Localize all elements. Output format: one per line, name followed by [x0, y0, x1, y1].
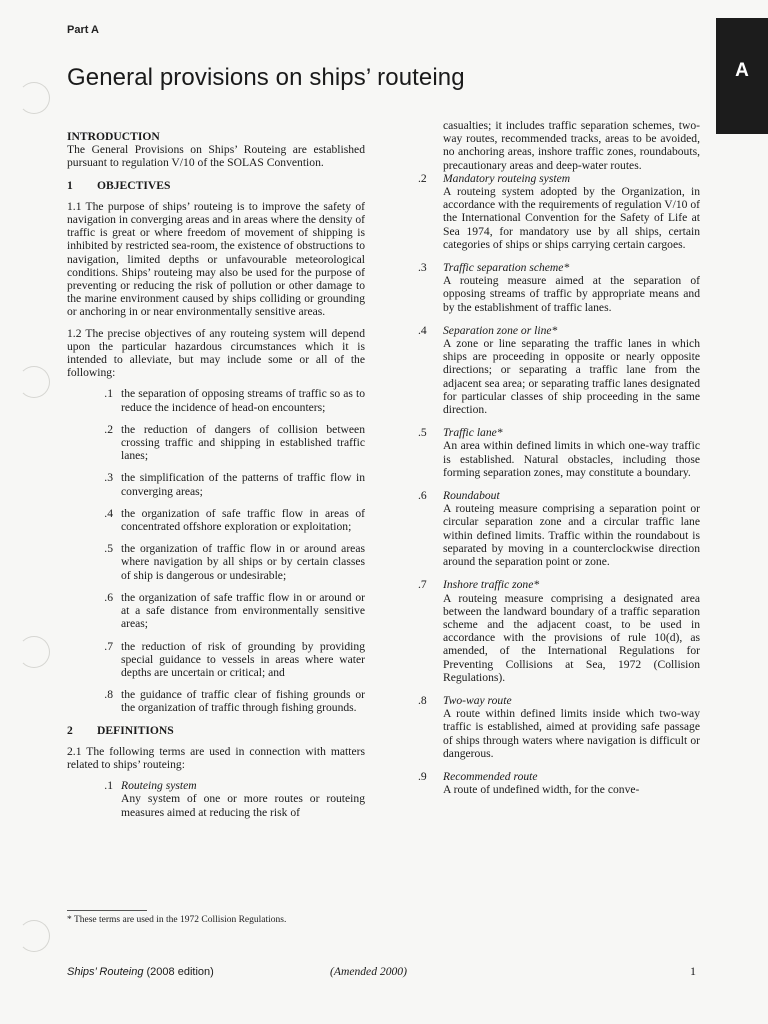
publication-title: Ships’ Routeing	[67, 966, 144, 978]
definition-number: .2	[418, 171, 427, 185]
part-label: Part A	[67, 24, 99, 36]
definition-continuation: casualties; it includes traffic separation schemes, two-way routes, recommended tracks, areas to be avoided, no anchoring areas, inshore traffic zones, roundabouts, precautionary areas and deep-water routes.	[443, 119, 700, 172]
definition-item	[418, 770, 700, 796]
page-number: 1	[690, 964, 696, 978]
list-item	[67, 387, 365, 413]
definition-text: A routeing measure comprising a separation point or circular separation zone and a circular traffic lane within defined limits. Traffic within the roundabout is separated by moving in a counterclockwise direction around the separation point or zone.	[443, 502, 700, 569]
definition-text: An area within defined limits in which one-way traffic is established. Natural obstacles, including those forming separation zones, may constitute a boundary.	[443, 439, 700, 479]
footnote: * These terms are used in the 1972 Collision Regulations.	[67, 915, 287, 925]
list-number: .8	[104, 688, 113, 702]
list-text: the simplification of the patterns of traffic flow in converging areas;	[121, 471, 365, 498]
definition-term: Traffic separation scheme*	[443, 261, 570, 275]
page-title: General provisions on ships’ routeing	[67, 64, 465, 91]
list-text: the guidance of traffic clear of fishing grounds or the organization of traffic through fishing grounds.	[121, 688, 365, 715]
list-number: .5	[104, 542, 113, 556]
publication-edition: (2008 edition)	[146, 966, 214, 978]
objectives-list	[67, 387, 365, 714]
list-text: the organization of traffic flow in or around areas where navigation by all ships or by certain classes of ship is dangerous or undesirable;	[121, 542, 365, 582]
list-item	[67, 507, 365, 533]
footer-publication	[67, 966, 214, 978]
binder-hole-mark	[18, 366, 50, 398]
definition-item	[418, 489, 700, 568]
definition-item	[418, 261, 700, 314]
definition-number: .1	[104, 779, 113, 793]
paragraph-1-1: 1.1 The purpose of ships’ routeing is to improve the safety of navigation in converging areas and in areas where the density of traffic is great or where freedom of movement of shipping is inhibited by restricted sea-room, the existence of obstructions to navigation, limited depths or unfavourable meteorological conditions. Ships’ routeing may also be used for the purpose of preventing or reducing the risk of pollution or other damage to the marine environment caused by ships colliding or grounding or anchoring in or near environmentally sensitive areas.	[67, 199, 365, 319]
definition-term: Two-way route	[443, 693, 512, 707]
footnote-divider	[67, 910, 147, 911]
section-number: 2	[67, 723, 73, 737]
list-number: .4	[104, 506, 113, 520]
section-tab-letter: A	[735, 60, 749, 81]
definition-number: .3	[418, 261, 427, 275]
definition-term: Recommended route	[443, 769, 538, 783]
list-number: .6	[104, 590, 113, 604]
section-title: DEFINITIONS	[97, 723, 174, 737]
list-text: the separation of opposing streams of traffic so as to reduce the incidence of head-on encounters;	[121, 387, 365, 414]
paragraph-2-1: 2.1 The following terms are used in connection with matters related to ships’ routeing:	[67, 744, 365, 771]
right-column	[418, 119, 700, 806]
definition-text: A route of undefined width, for the conve-	[443, 783, 640, 797]
definition-term: Traffic lane*	[443, 426, 503, 440]
binder-hole-mark	[18, 82, 50, 114]
definition-number: .6	[418, 489, 427, 503]
list-number: .7	[104, 639, 113, 653]
section-title: OBJECTIVES	[97, 178, 171, 192]
definition-text: A routeing system adopted by the Organization, in accordance with the requirements of regulation V/10 of the International Convention for the Safety of Life at Sea 1974, for mandatory use by all ships, certain categories of ships or ships carrying certain cargoes.	[443, 185, 701, 251]
list-item	[67, 591, 365, 631]
definition-term: Separation zone or line*	[443, 323, 558, 337]
footer-amended: (Amended 2000)	[330, 965, 407, 978]
section-tab	[716, 18, 768, 134]
paragraph-1-2: 1.2 The precise objectives of any routeing system will depend upon the particular hazardous circumstances which it is intended to alleviate, but may include some or all of the following:	[67, 326, 365, 380]
introduction-heading: INTRODUCTION	[67, 130, 160, 143]
introduction-text: The General Provisions on Ships’ Routeing are established pursuant to regulation V/10 of the SOLAS Convention.	[67, 143, 365, 170]
section-number: 1	[67, 178, 73, 192]
list-text: the organization of safe traffic flow in areas of concentrated offshore exploration or exploitation;	[121, 506, 365, 534]
definition-term: Routeing system	[121, 779, 197, 793]
definition-item	[418, 694, 700, 760]
list-text: the organization of safe traffic flow in or around or at a safe distance from environmentally sensitive areas;	[121, 590, 365, 631]
list-item	[67, 471, 365, 497]
list-item	[67, 688, 365, 714]
list-item	[67, 640, 365, 680]
definition-text: A route within defined limits inside which two-way traffic is established, aimed at providing safe passage of ships through waters where navigation is difficult or dangerous.	[443, 707, 700, 760]
list-text: the reduction of dangers of collision between crossing traffic and shipping in established traffic lanes;	[121, 422, 365, 463]
list-item	[67, 542, 365, 582]
definition-item	[418, 172, 700, 251]
definition-item	[418, 578, 700, 684]
section-heading-definitions	[67, 724, 365, 737]
list-item	[67, 423, 365, 463]
definition-term: Mandatory routeing system	[443, 171, 571, 185]
definition-text: A routeing measure aimed at the separation of opposing streams of traffic by appropriate means and by the establishment of traffic lanes.	[443, 274, 700, 314]
left-column	[67, 130, 365, 819]
list-number: .2	[104, 422, 113, 436]
definition-number: .5	[418, 426, 427, 440]
definition-text: Any system of one or more routes or routeing measures aimed at reducing the risk of	[121, 792, 365, 819]
definition-item	[418, 426, 700, 479]
section-heading-objectives	[67, 179, 365, 192]
definition-term: Roundabout	[443, 489, 500, 503]
definition-term: Inshore traffic zone*	[443, 578, 540, 592]
binder-hole-mark	[18, 920, 50, 952]
binder-hole-mark	[18, 636, 50, 668]
definition-number: .9	[418, 769, 427, 783]
definition-text: A routeing measure comprising a designated area between the landward boundary of a traffic separation scheme and the adjacent coast, to be used in accordance with the provisions of rule 10(d), as amended, of the International Regulations for Preventing Collisions at Sea, 1972 (Collision Regulations).	[443, 591, 700, 684]
list-number: .3	[104, 471, 113, 485]
definition-item	[67, 779, 365, 819]
list-text: the reduction of risk of grounding by providing special guidance to vessels in areas where water depths are uncertain or critical; and	[121, 639, 365, 679]
definition-item	[418, 324, 700, 416]
definition-number: .8	[418, 693, 427, 707]
definition-number: .7	[418, 578, 427, 592]
definition-number: .4	[418, 323, 427, 337]
definition-text: A zone or line separating the traffic lanes in which ships are proceeding in opposite or nearly opposite directions; or separating a traffic lane from the adjacent sea area; or separating traffic lanes designated for particular classes of ship proceeding in the same direction.	[443, 337, 700, 417]
list-number: .1	[104, 387, 113, 401]
